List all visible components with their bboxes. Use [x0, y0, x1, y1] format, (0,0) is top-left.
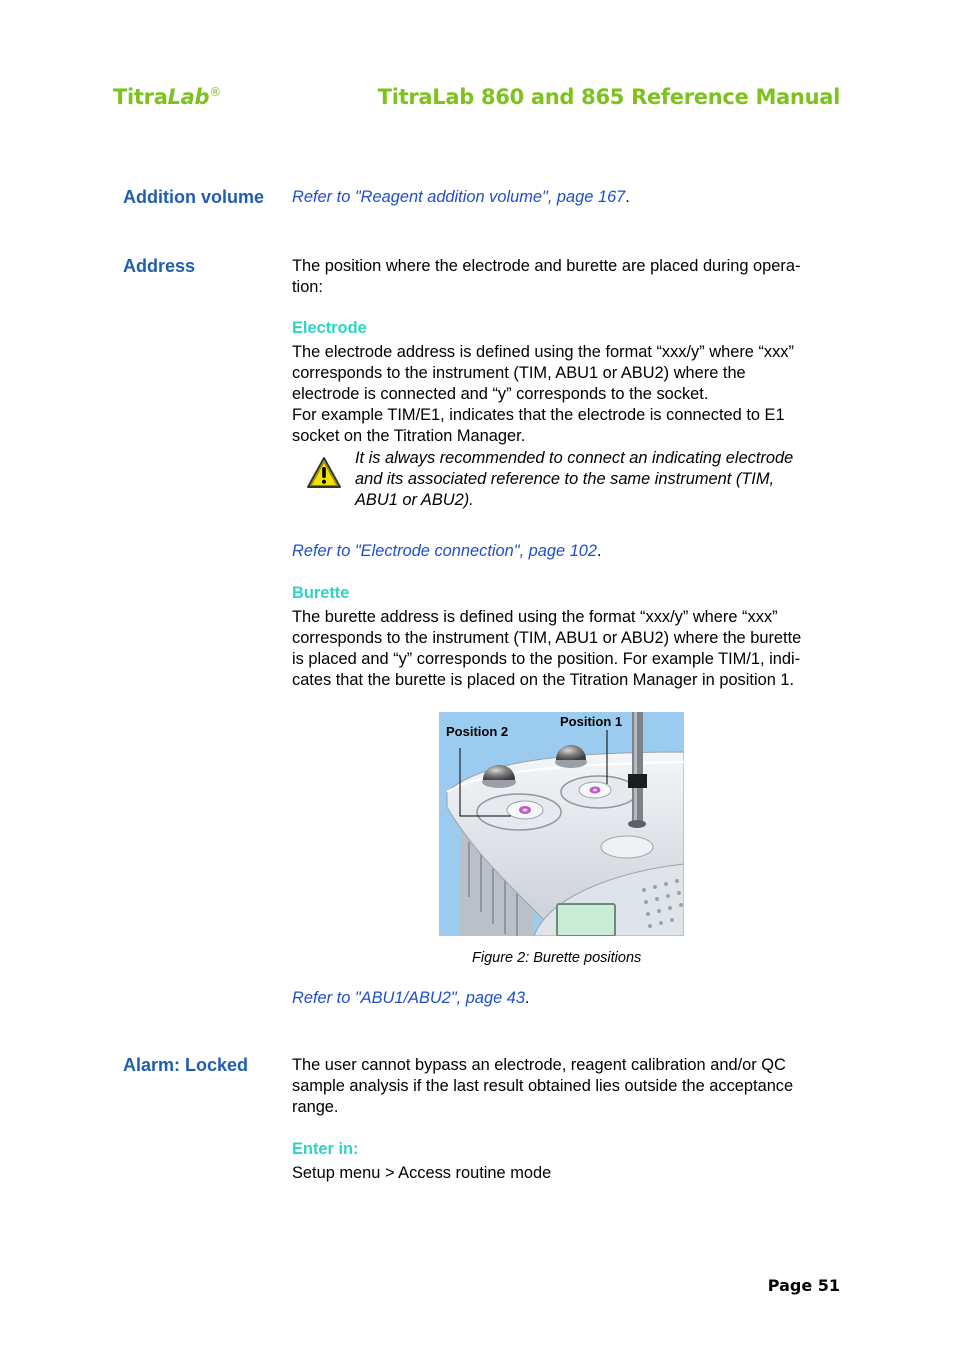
address-intro-line: The position where the electrode and burette are placed during opera-: [292, 257, 801, 275]
warning-line: It is always recommended to connect an indicating electrode: [355, 449, 794, 467]
punctuation: .: [597, 542, 602, 560]
electrode-line: For example TIM/E1, indicates that the electrode is connected to E1: [292, 406, 785, 424]
burette-description: [292, 607, 840, 691]
electrode-line: The electrode address is defined using the format “xxx/y” where “xxx”: [292, 343, 794, 361]
alarm-line: sample analysis if the last result obtained lies outside the acceptance: [292, 1077, 794, 1095]
warning-line: and its associated reference to the same instrument (TIM,: [355, 470, 775, 488]
titration-manager-illustration: [439, 712, 684, 936]
electrode-connection-reference: [292, 541, 840, 562]
warning-icon: [306, 456, 342, 490]
addition-volume-reference: [292, 187, 840, 208]
punctuation: .: [625, 188, 630, 206]
address-intro-line: tion:: [292, 278, 323, 296]
link-reagent-addition-volume[interactable]: Refer to "Reagent addition volume", page 167: [292, 188, 626, 206]
link-abu1-abu2[interactable]: Refer to "ABU1/ABU2", page 43: [292, 989, 526, 1007]
manual-title: TitraLab 860 and 865 Reference Manual: [377, 85, 840, 109]
burette-positions-figure: [439, 712, 684, 936]
abu-reference: [292, 988, 840, 1009]
electrode-line: electrode is connected and “y” corresponds to the socket.: [292, 385, 709, 403]
address-intro: [292, 256, 840, 298]
warning-note: [355, 448, 835, 511]
burette-line: The burette address is defined using the format “xxx/y” where “xxx”: [292, 608, 778, 626]
subheading-burette: Burette: [292, 584, 350, 602]
electrode-line: corresponds to the instrument (TIM, ABU1 or ABU2) where the: [292, 364, 746, 382]
label-position-1: Position 1: [560, 714, 623, 729]
brand-logo-prefix: Titra: [113, 85, 168, 109]
subheading-electrode: Electrode: [292, 319, 367, 337]
brand-logo-suffix: Lab: [167, 85, 210, 109]
electrode-description: [292, 342, 840, 447]
figure-caption: Figure 2: Burette positions: [472, 950, 642, 966]
link-electrode-connection[interactable]: Refer to "Electrode connection", page 102: [292, 542, 598, 560]
burette-line: is placed and “y” corresponds to the position. For example TIM/1, indi-: [292, 650, 801, 668]
page-number: Page 51: [767, 1276, 840, 1295]
subheading-enter-in: Enter in:: [292, 1140, 359, 1158]
alarm-line: range.: [292, 1098, 339, 1116]
registered-mark: ®: [209, 85, 221, 99]
term-address: Address: [123, 256, 196, 276]
brand-logo: [113, 85, 221, 109]
electrode-line: socket on the Titration Manager.: [292, 427, 526, 445]
burette-line: corresponds to the instrument (TIM, ABU1 or ABU2) where the burette: [292, 629, 802, 647]
alarm-line: The user cannot bypass an electrode, reagent calibration and/or QC: [292, 1056, 786, 1074]
punctuation: .: [525, 989, 530, 1007]
burette-line: cates that the burette is placed on the Titration Manager in position 1.: [292, 671, 795, 689]
menu-path: Setup menu > Access routine mode: [292, 1164, 552, 1182]
label-position-2: Position 2: [446, 724, 509, 739]
term-addition-volume: Addition volume: [123, 187, 264, 207]
alarm-locked-description: [292, 1055, 840, 1118]
term-alarm-locked: Alarm: Locked: [123, 1055, 249, 1075]
warning-line: ABU1 or ABU2).: [355, 491, 474, 509]
